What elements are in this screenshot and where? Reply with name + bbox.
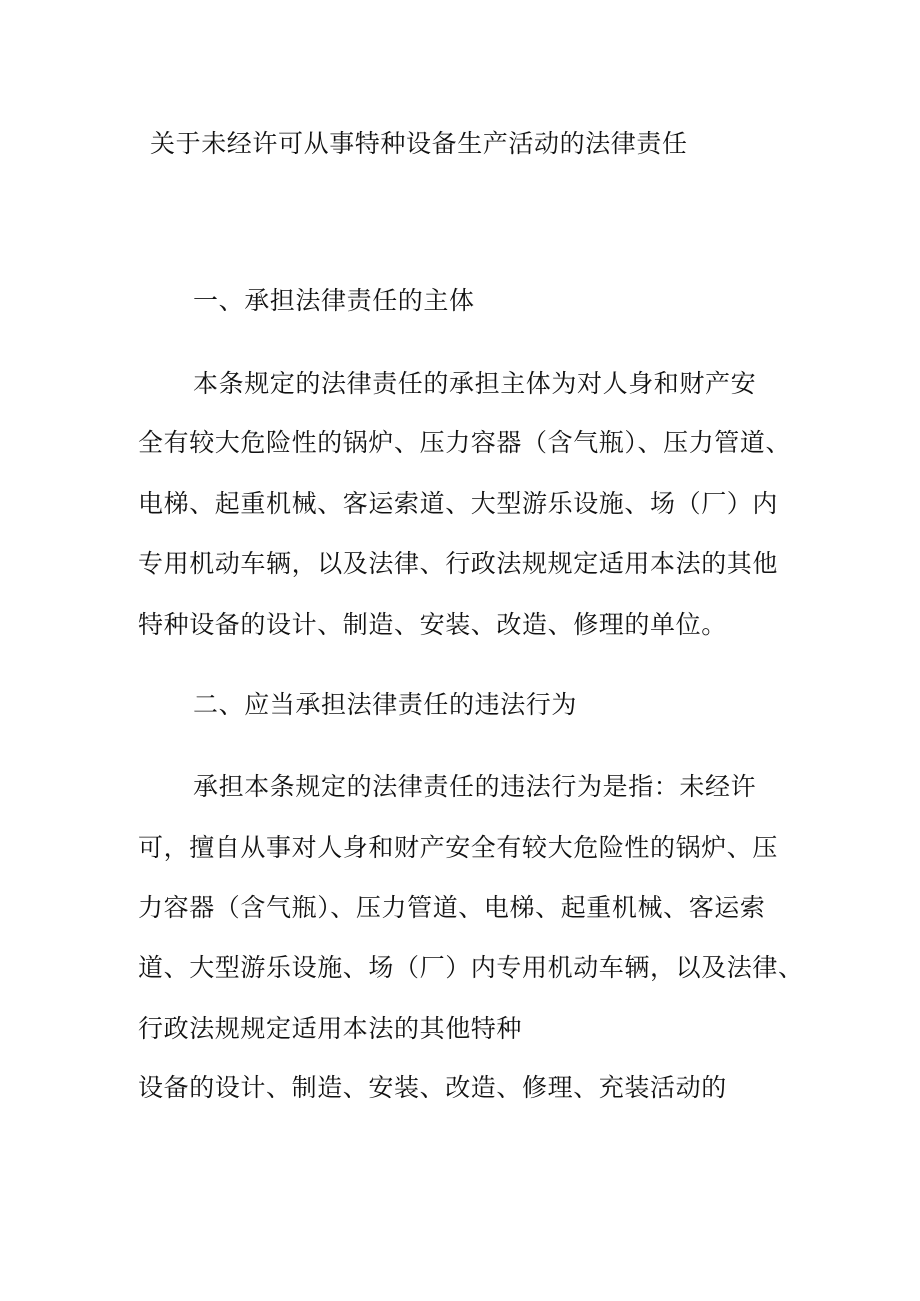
section-2-heading: 二、应当承担法律责任的违法行为 xyxy=(193,690,578,719)
section-2-line-6: 设备的设计、制造、安装、改造、修理、充装活动的 xyxy=(138,1073,727,1102)
section-1-line-5: 特种设备的设计、制造、安装、改造、修理的单位。 xyxy=(138,610,727,639)
section-1-heading: 一、承担法律责任的主体 xyxy=(193,286,475,315)
section-2-line-3: 力容器（含气瓶）、压力管道、电梯、起重机械、客运索 xyxy=(138,893,766,922)
section-1-line-2: 全有较大危险性的锅炉、压力容器（含气瓶）、压力管道、 xyxy=(138,428,792,457)
section-1-line-3: 电梯、起重机械、客运索道、大型游乐设施、场（厂）内 xyxy=(138,489,779,518)
section-2-line-5: 行政法规规定适用本法的其他特种 xyxy=(138,1014,523,1043)
section-2-line-4: 道、大型游乐设施、场（厂）内专用机动车辆，以及法律、 xyxy=(138,953,804,982)
section-1-line-4: 专用机动车辆，以及法律、行政法规规定适用本法的其他 xyxy=(138,549,779,578)
section-2-line-2: 可，擅自从事对人身和财产安全有较大危险性的锅炉、压 xyxy=(138,833,779,862)
section-2-line-1: 承担本条规定的法律责任的违法行为是指：未经许 xyxy=(193,772,757,801)
document-title: 关于未经许可从事特种设备生产活动的法律责任 xyxy=(150,129,688,158)
section-1-line-1: 本条规定的法律责任的承担主体为对人身和财产安 xyxy=(193,369,757,398)
